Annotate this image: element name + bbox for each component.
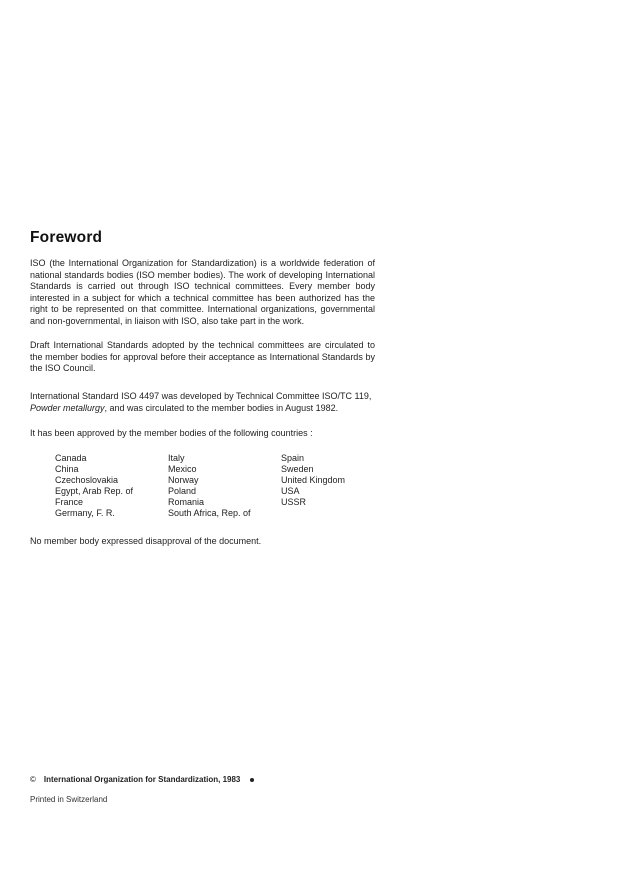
- country-item: Norway: [168, 475, 199, 485]
- standard-text-pre: International Standard ISO 4497 was developed by Technical Committee ISO/TC 119,: [30, 391, 372, 401]
- country-item: Spain: [281, 453, 305, 463]
- country-item: France: [55, 497, 84, 507]
- country-item: Romania: [168, 497, 205, 507]
- copyright-text: International Organization for Standardization, 1983: [43, 775, 241, 784]
- country-item: South Africa, Rep. of: [168, 508, 251, 518]
- page-title: Foreword: [30, 229, 103, 246]
- country-column-3: [281, 453, 345, 508]
- country-column-2: [168, 453, 251, 519]
- country-item: United Kingdom: [281, 475, 346, 485]
- country-item: Sweden: [281, 464, 314, 474]
- country-item: Egypt, Arab Rep. of: [55, 486, 134, 496]
- country-item: Poland: [168, 486, 197, 496]
- disapproval-paragraph: No member body expressed disapproval of the document.: [30, 536, 262, 546]
- approved-paragraph: It has been approved by the member bodies of the following countries :: [30, 428, 313, 438]
- committee-title: Powder metallurgy: [30, 402, 105, 413]
- country-item: Czechoslovakia: [55, 475, 119, 485]
- draft-paragraph: Draft International Standards adopted by the technical committees are circulated to the member bodies for approval before their acceptance as International Standards by the ISO Council.: [30, 340, 375, 373]
- intro-paragraph: ISO (the International Organization for Standardization) is a worldwide federation of national standards bodies (ISO member bodies). The work of developing International Standards is carried out through ISO technical committees. Every member body interested in a subject for which a technical committee has been authorized has the right to be represented on that committee. International organizations, governmental and non-governmental, in liaison with ISO, also take part in the work.: [30, 258, 375, 326]
- country-item: Italy: [168, 453, 185, 463]
- standard-paragraph: [30, 391, 375, 414]
- country-item: Mexico: [168, 464, 197, 474]
- standard-text-post: , and was circulated to the member bodies in August 1982.: [104, 402, 339, 413]
- copyright-icon: ©: [30, 775, 36, 784]
- country-item: USSR: [281, 497, 307, 507]
- country-item: Germany, F. R.: [55, 508, 115, 518]
- printed-in-line: Printed in Switzerland: [30, 795, 108, 804]
- bullet-icon: [250, 778, 254, 782]
- copyright-line: [30, 775, 254, 784]
- country-column-1: [55, 453, 133, 519]
- country-item: USA: [281, 486, 300, 496]
- country-item: China: [55, 464, 79, 474]
- country-item: Canada: [55, 453, 87, 463]
